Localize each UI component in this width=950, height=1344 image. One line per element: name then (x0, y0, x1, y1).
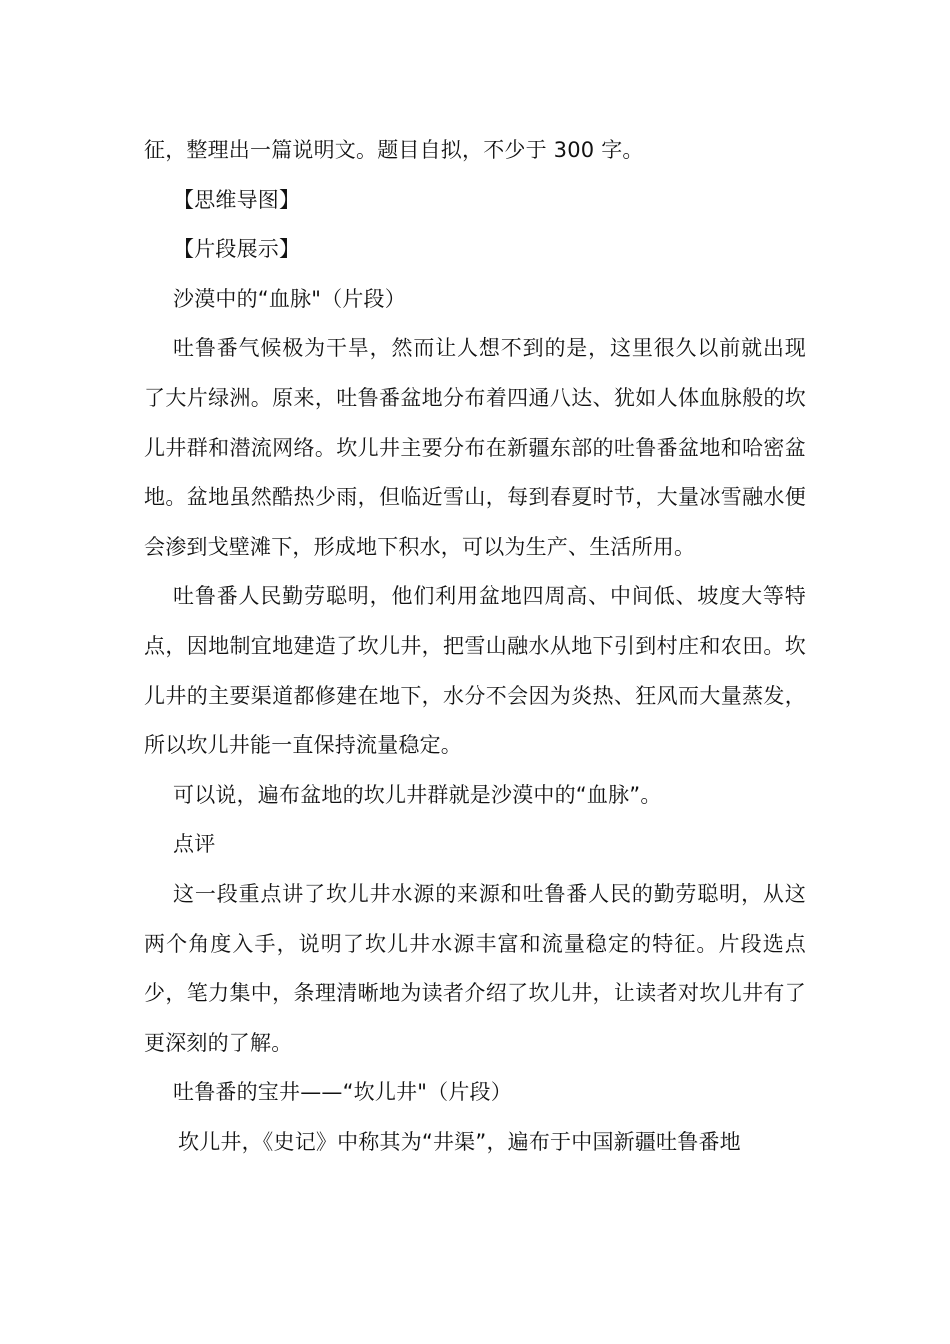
body-paragraph: 坎儿井，《史记》中称其为“井渠”，遍布于中国新疆吐鲁番地 (178, 1129, 741, 1154)
excerpt-title-2: 吐鲁番的宝井——“坎儿井"（片段） (173, 1080, 512, 1105)
section-heading-excerpts: 【片段展示】 (173, 237, 301, 262)
section-heading-mind-map: 【思维导图】 (173, 187, 301, 212)
paragraph-continuation: 征，整理出一篇说明文。题目自拟，不少于 300 字。 (144, 138, 644, 162)
body-paragraph: 可以说，遍布盆地的坎儿井群就是沙漠中的“血脉”。 (173, 782, 662, 807)
body-paragraph: 吐鲁番气候极为干旱，然而让人想不到的是，这里很久以前就出现了大片绿洲。原来，吐鲁番盆地分布着四通八达、犹如人体血脉般的坎儿井群和潜流网络。坎儿井主要分布在新疆东部的吐鲁番盆地和哈密盆地。盆地虽然酷热少雨，但临近雪山，每到春夏时节，大量冰雪融水便会渗到戈壁滩下，形成地下积水，可以为生产、生活所用。 (144, 336, 806, 559)
document-body (144, 126, 806, 1167)
comment-heading: 点评 (173, 832, 216, 857)
body-paragraph: 吐鲁番人民勤劳聪明，他们利用盆地四周高、中间低、坡度大等特点，因地制宜地建造了坎儿井，把雪山融水从地下引到村庄和农田。坎儿井的主要渠道都修建在地下，水分不会因为炎热、狂风而大量蒸发，所以坎儿井能一直保持流量稳定。 (144, 584, 806, 758)
comment-paragraph: 这一段重点讲了坎儿井水源的来源和吐鲁番人民的勤劳聪明，从这两个角度入手，说明了坎儿井水源丰富和流量稳定的特征。片段选点少，笔力集中，条理清晰地为读者介绍了坎儿井，让读者对坎儿井有了更深刻的了解。 (144, 881, 806, 1055)
excerpt-title-1: 沙漠中的“血脉"（片段） (173, 286, 406, 311)
